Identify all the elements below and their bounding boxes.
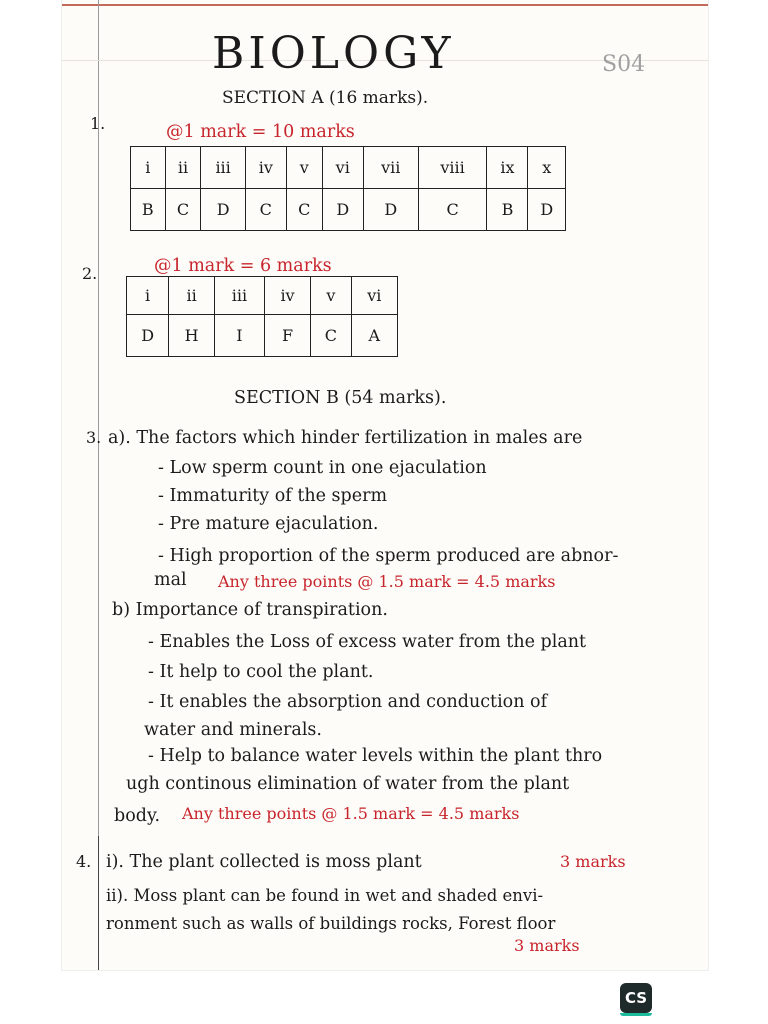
question-number: 3. (86, 428, 102, 447)
q1-answer-cell: C (165, 189, 201, 231)
q1-answer-cell: D (528, 189, 566, 231)
q3a-intro: a). The factors which hinder fertilization in males are (108, 428, 583, 448)
q3b-marks-note: Any three points @ 1.5 mark = 4.5 marks (182, 804, 520, 823)
q1-header-cell: ix (487, 147, 528, 189)
q2-answer-cell: D (127, 315, 169, 357)
page-title: BIOLOGY (212, 28, 455, 79)
question-number: 2. (82, 264, 98, 283)
q1-answer-cell: D (363, 189, 418, 231)
sheet-code: S04 (602, 52, 646, 77)
q2-header-cell: v (311, 277, 351, 315)
q1-header-cell: iii (201, 147, 245, 189)
q1-header-cell: i (131, 147, 166, 189)
q2-answer-cell: H (169, 315, 215, 357)
q3b-last: body. (114, 806, 161, 826)
q3b-line: water and minerals. (144, 720, 322, 740)
q1-header-cell: viii (418, 147, 487, 189)
q4-ii-marks: 3 marks (514, 936, 580, 955)
q1-header-cell: x (528, 147, 566, 189)
q3a-point: - Immaturity of the sperm (158, 486, 388, 506)
q4-i-text: i). The plant collected is moss plant (106, 852, 422, 872)
q1-header-cell: iv (245, 147, 286, 189)
q3b-line: ugh continous elimination of water from the plant (126, 774, 570, 794)
q3b-line: - It enables the absorption and conduction of (148, 692, 548, 712)
q1-mark-note: @1 mark = 10 marks (166, 122, 355, 142)
q3b-intro: b) Importance of transpiration. (112, 600, 388, 620)
q3a-point: - Pre mature ejaculation. (158, 514, 379, 534)
q3b-line: - Help to balance water levels within the plant thro (148, 746, 603, 766)
section-a-heading: SECTION A (16 marks). (222, 88, 429, 108)
q1-answer-cell: B (487, 189, 528, 231)
section-b-heading: SECTION B (54 marks). (234, 388, 447, 408)
question-number: 4. (76, 852, 92, 871)
q1-answer-cell: B (131, 189, 166, 231)
camscanner-logo: CS (620, 983, 652, 1013)
q2-answer-cell: A (351, 315, 397, 357)
q2-header-cell: ii (169, 277, 215, 315)
q2-mark-note: @1 mark = 6 marks (154, 256, 332, 276)
q1-answer-cell: C (418, 189, 487, 231)
q1-answer-cell: D (201, 189, 245, 231)
q1-header-cell: ii (165, 147, 201, 189)
q2-answer-table (126, 276, 398, 357)
answer-sheet-page (62, 0, 708, 970)
q1-answer-cell: C (286, 189, 322, 231)
q3a-marks-note: Any three points @ 1.5 mark = 4.5 marks (218, 572, 556, 591)
q3a-continuation: mal (154, 570, 187, 590)
q1-header-cell: v (286, 147, 322, 189)
q2-header-cell: vi (351, 277, 397, 315)
q4-i-marks: 3 marks (560, 852, 626, 871)
q2-header-cell: iv (264, 277, 310, 315)
q3a-point: - High proportion of the sperm produced are abnor- (158, 546, 619, 566)
q3a-point: - Low sperm count in one ejaculation (158, 458, 487, 478)
q2-answer-cell: I (214, 315, 264, 357)
q2-answer-cell: F (264, 315, 310, 357)
left-margin-line (98, 0, 99, 970)
q1-header-cell: vii (363, 147, 418, 189)
q2-answer-cell: C (311, 315, 351, 357)
q1-header-cell: vi (322, 147, 363, 189)
q2-header-cell: iii (214, 277, 264, 315)
q3b-line: - It help to cool the plant. (148, 662, 374, 682)
top-margin-rule (62, 4, 708, 6)
q1-answer-table (130, 146, 566, 231)
q4-vertical-rule (98, 836, 99, 970)
q4-ii-line: ronment such as walls of buildings rocks, Forest floor (106, 914, 556, 933)
q1-answer-cell: D (322, 189, 363, 231)
q2-header-cell: i (127, 277, 169, 315)
q3b-line: - Enables the Loss of excess water from the plant (148, 632, 587, 652)
q1-answer-cell: C (245, 189, 286, 231)
question-number: 1. (90, 114, 106, 133)
q4-ii-line: ii). Moss plant can be found in wet and shaded envi- (106, 886, 544, 905)
